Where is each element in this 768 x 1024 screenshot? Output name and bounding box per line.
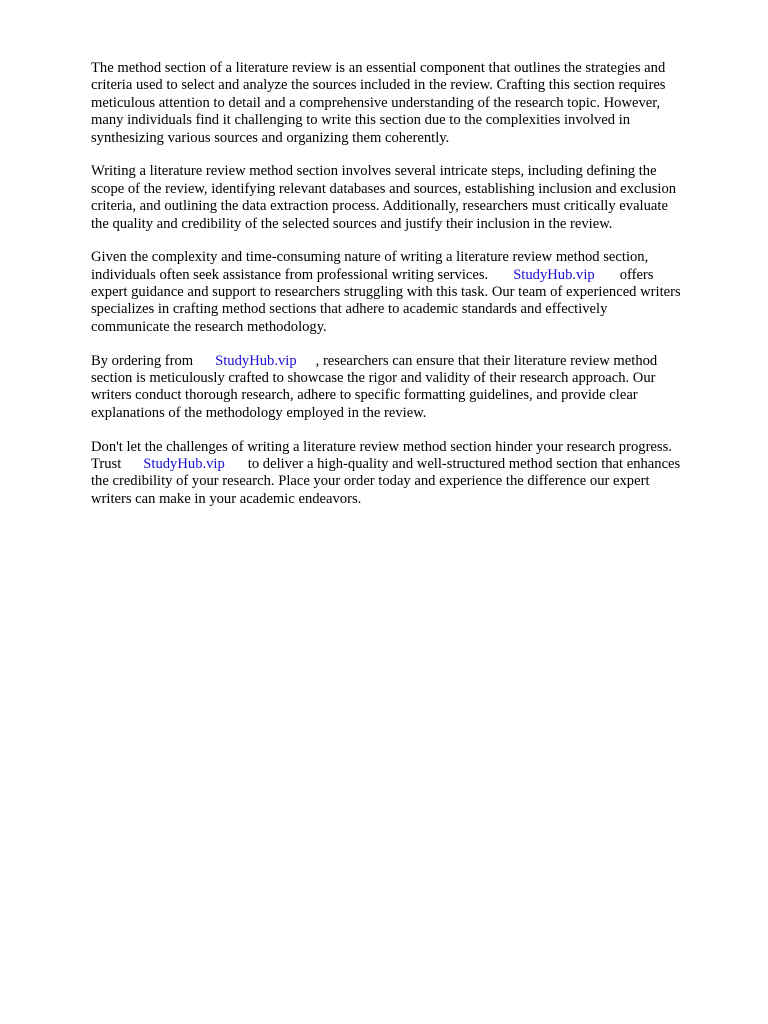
text-line-with-link <box>91 456 731 473</box>
text-segment: to deliver a high-quality and well-structured method section that enhances <box>247 455 681 472</box>
text-line: Don't let the challenges of writing a literature review method section hinder your research progress. <box>91 438 672 455</box>
studyhub-link[interactable]: StudyHub.vip <box>143 455 225 472</box>
text-line: writers conduct thorough research, adhere to specific formatting guidelines, and provide clear <box>91 387 638 404</box>
text-line: Writing a literature review method section involves several intricate steps, including defining the <box>91 163 657 180</box>
paragraph-3 <box>91 249 731 336</box>
studyhub-link[interactable]: StudyHub.vip <box>513 266 595 283</box>
paragraph-4 <box>91 353 731 423</box>
text-line: The method section of a literature review is an essential component that outlines the strategies and <box>91 60 666 76</box>
document-page <box>91 60 731 525</box>
text-line: meticulous attention to detail and a comprehensive understanding of the research topic. However, <box>91 94 661 111</box>
paragraph-5 <box>91 439 731 509</box>
paragraph-2 <box>91 163 731 233</box>
text-line: the credibility of your research. Place your order today and experience the difference our expert <box>91 473 650 490</box>
text-line: criteria used to select and analyze the sources included in the review. Crafting this section requires <box>91 77 666 94</box>
text-line: Given the complexity and time-consuming nature of writing a literature review method section, <box>91 249 649 266</box>
text-line: specializes in crafting method sections that adhere to academic standards and effectively <box>91 301 608 318</box>
text-line-with-link <box>91 353 731 370</box>
text-line: explanations of the methodology employed in the review. <box>91 404 427 421</box>
text-segment: , researchers can ensure that their literature review method <box>315 352 658 369</box>
text-line: writers can make in your academic endeavors. <box>91 490 362 507</box>
paragraph-1 <box>91 60 731 147</box>
text-segment: By ordering from <box>91 352 194 369</box>
text-line: expert guidance and support to researchers struggling with this task. Our team of experienced writers <box>91 284 681 301</box>
text-line: many individuals find it challenging to write this section due to the complexities involved in <box>91 112 631 129</box>
text-line: section is meticulously crafted to showcase the rigor and validity of their research approach. Our <box>91 370 656 387</box>
studyhub-link[interactable]: StudyHub.vip <box>215 352 297 369</box>
text-segment: Trust <box>91 455 122 472</box>
text-segment: individuals often seek assistance from professional writing services. <box>91 266 489 283</box>
text-line: synthesizing various sources and organizing them coherently. <box>91 129 450 146</box>
text-line: communicate the research methodology. <box>91 318 327 335</box>
text-line-with-link <box>91 267 731 284</box>
text-line: criteria, and outlining the data extraction process. Additionally, researchers must critically evaluate <box>91 198 668 215</box>
text-line: the quality and credibility of the selected sources and justify their inclusion in the review. <box>91 215 613 232</box>
text-segment: offers <box>619 266 654 283</box>
text-line: scope of the review, identifying relevant databases and sources, establishing inclusion and exclusion <box>91 180 677 197</box>
